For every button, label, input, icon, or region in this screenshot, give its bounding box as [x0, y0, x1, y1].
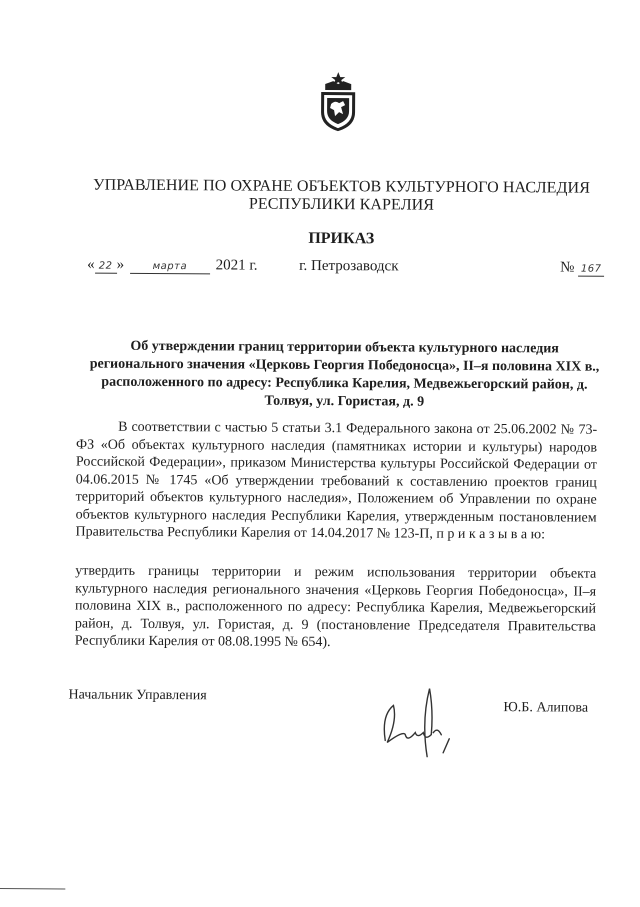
date-day: 22 [95, 261, 117, 274]
handwritten-signature [363, 660, 464, 761]
date-month: марта [130, 261, 210, 274]
coat-of-arms-icon [317, 70, 359, 132]
order-place: г. Петрозаводск [299, 257, 399, 275]
order-number [560, 259, 604, 276]
organization-name: УПРАВЛЕНИЕ ПО ОХРАНЕ ОБЪЕКТОВ КУЛЬТУРНОГО НАСЛЕДИЯ [93, 176, 591, 197]
order-paragraph: утвердить границы территории и режим использования территории объекта культурного наследия регионального значения «Церковь Георгия Победоносца», II–я половина XIX в., расположенного по адресу: Республика Карелия, Медвежьегорский район, д. Толвуя, ул. Гористая, д. 9 (постановление Председателя Правительства Республики Карелия от 08.08.1995 № 654). [74, 563, 597, 651]
preamble-paragraph: В соответствии с частью 5 статьи 3.1 Федерального закона от 25.06.2002 № 73-ФЗ «Об объектах культурного наследия (памятниках истории и культуры) народов Российской Федерации», приказом Министерства культуры Российской Федерации от 04.06.2015 № 1745 «Об утверждении требований к составлению проектов границ территорий объектов культурного наследия», Положением об Управлении по охране объектов культурного наследия Республики Карелия, утвержденным постановлением Правительства Республики Карелия от 14.04.2017 № 123-П, п р и к а з ы в а ю: [75, 419, 598, 543]
date-year: 2021 г. [215, 257, 258, 274]
order-title: Об утверждении границ территории объекта культурного наследия регионального значения «Церковь Георгия Победоносца», II–я половина XIX в., расположенного по адресу: Республика Карелия, Медвежьегорский район, д. Толвуя, ул. Гористая, д. 9 [89, 338, 600, 410]
signer-position: Начальник Управления [68, 687, 207, 704]
order-date: « 22 » марта 2021 г. [87, 256, 258, 274]
document-type: ПРИКАЗ [308, 229, 375, 248]
number-value: 167 [578, 264, 604, 277]
organization-region: РЕСПУБЛИКИ КАРЕЛИЯ [248, 195, 435, 214]
number-label: № [560, 259, 575, 276]
footer-line [0, 888, 65, 889]
signer-name: Ю.Б. Алипова [503, 700, 589, 716]
